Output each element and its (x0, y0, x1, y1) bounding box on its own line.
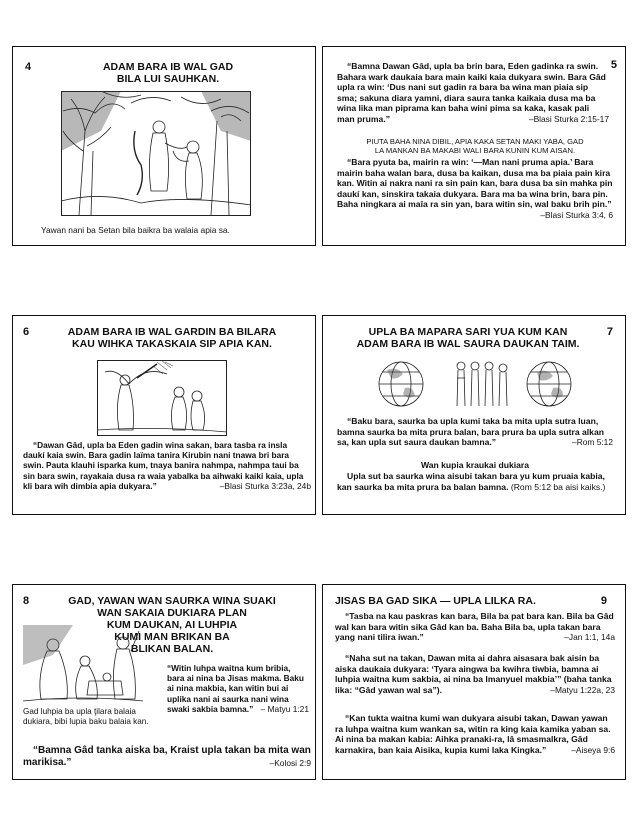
quote-text: “Witin luhpa waitna kum bribia, bara ai nina ba Jisas makma. Baku ai nina makbia, kan witin bui ai uplika nani ai saurka nani wina swaki sakbia bamna.” (167, 663, 304, 714)
note-line-1: PIUTA BAHA NINA DIBIL, APIA KAKA SETAN MAKI YABA, GAD (366, 137, 584, 146)
page-title (333, 326, 603, 350)
page-number: 7 (606, 326, 613, 338)
page-9 (322, 584, 626, 780)
quote-reference: –Matyu 1:22a, 23 (550, 684, 615, 695)
globes-and-people-illustration (377, 358, 573, 410)
title-line-2: WAN SAKAIA DUKIARA PLAN (97, 607, 247, 619)
illustration-caption: Gad luhpia ba upla ţilara balaia dukiara, bibi lupia baku balaia kan. (23, 707, 149, 726)
page-number: 9 (600, 595, 607, 607)
page-5 (322, 46, 626, 246)
page-number: 6 (23, 326, 30, 338)
quote-reference: –Rom 5:12 (572, 437, 613, 448)
page-8 (12, 584, 316, 780)
quote-text: “Tasba na kau paskras kan bara, Bila ba pat bara kan. Bila ba Gâd wal kan bara witin sika Gâd kan ba. Baha Bila ba, upla takan bara yang nani tilira iwan.” (335, 611, 614, 643)
quote-reference: –Aiseya 9:6 (571, 744, 615, 755)
quote-text: “Bamna Gâd tanka aiska ba, Kraist upla takan ba mita wan marikisa.” (23, 745, 311, 768)
quote-matthew-1 (335, 653, 615, 695)
quote-reference: –Blasi Sturka 3:4, 6 (540, 209, 613, 220)
quote-text: “Bara pyuta ba, mairin ra win: ‘—Man nani pruma apia.’ Bara mairin baha walan bara, dusa ba kaikan, dusa ma ba piaia pain kira kan. Witin ai nakra nani ra sin pain kan, bara dusa ba sin mahka pin daukí kan, sinskira takaia dukyara. Bara ma ba wina brin, bara pin. Baha ningkara ai maîa ra sin yan, bara witin sin, wal baku brih pin.” (337, 157, 613, 210)
page-title: JISAS BA GAD SIKA — UPLA LILKA RA. (335, 595, 536, 607)
title-line-1: ADAM BARA IB WAL GAD (102, 61, 234, 73)
illustration-caption: Yawan nani ba Setan bila baikra ba walaia apia sa. (41, 225, 230, 235)
quote-reference: –Blasi Sturka 3:23a, 24b (219, 480, 311, 491)
title-line-2: ADAM BARA IB WAL SAURA DAUKAN TAIM. (356, 338, 580, 350)
quote-reference: –Blasi Sturka 2:15-17 (528, 113, 609, 124)
quote-genesis-3 (337, 157, 613, 221)
page-6 (12, 315, 316, 515)
page-title (37, 326, 307, 350)
page-number: 8 (23, 595, 30, 607)
quote-reference: –Jan 1:1, 14a (564, 632, 615, 643)
subheading: Wan kupia kraukai dukiara (420, 460, 530, 470)
quote-text: “Naha sut na takan, Dawan mita ai dahra aisasara bak aisin ba aiska daukaia dukyara: ‘Tyara aingwa ba kwihra tiwbia, bamna ai luhpia waitna kum sakbia, ai nina ba Imanyuel makbia’” (baha tanka lika: “Gâd yawan wal sa”). (335, 653, 612, 695)
quote-reference: –Kolosi 2:9 (269, 758, 311, 768)
title-line-1: UPLA BA MAPARA SARI YUA KUM KAN (368, 326, 568, 338)
quote-reference: – Matyu 1:21 (260, 703, 309, 714)
quote-text: “Bamna Dawan Gâd, upla ba brin bara, Eden gadinka ra swin. Bahara wark daukaia bara main kaiki kaia dukyara swin. Bara Gâd upla ra win: ‘Dus nani sut gadin ra bara ba wina man piaia sip sma; sakuna diara yamni, diara saura tanka kaikaia dusa ma ba wina lika man piprama kan baha wini pima sa kaka, kasak pali man pruma.” (337, 61, 606, 124)
expulsion-from-garden-illustration (97, 360, 227, 436)
page-4 (12, 46, 316, 246)
title-line-4: KUMI MAN BRIKAN BA (114, 631, 230, 643)
quote-genesis-2 (337, 61, 609, 125)
birth-quote (167, 663, 309, 714)
page-title (43, 61, 293, 85)
page-number: 5 (610, 59, 617, 71)
quote-text: “Baku bara, saurka ba upla kumi taka ba mita upla sutra luan, bamna saurka ba mita prura balan, bara prura ba upla sutra alkan sa, kan upla sut saura daukan bamna.” (337, 416, 604, 448)
explanatory-note (333, 137, 617, 155)
quote-isaiah-9 (335, 713, 615, 755)
nativity-illustration (23, 625, 143, 705)
body-text: Upla sut ba saurka wina aisubi takan bara yu kum pruaia kabia, kan saurka ba mita prura ba balan bamna. (337, 471, 605, 492)
title-line-1: ADAM BARA IB WAL GARDIN BA BILARA (67, 326, 277, 338)
title-line-2: KAU WIHKA TAKASKAIA SIP APIA KAN. (72, 338, 272, 350)
title-line-1: GAD, YAWAN WAN SAURKA WINA SUAKI (68, 595, 276, 607)
title-line-2: BILA LUI SAUHKAN. (116, 73, 220, 85)
title-line-5: BLIKAN BALAN. (130, 643, 214, 655)
note-line-2: LA MANKAN BA MAKABI WALI BARA KUNIN KUM AISAN. (374, 146, 576, 155)
quote-colossians (23, 745, 311, 769)
body-reference: (Rom 5:12 ba aisi kaiks.) (510, 481, 606, 492)
page-7 (322, 315, 626, 515)
quote-romans-5-12 (337, 416, 613, 448)
quote-text: “Dawan Gâd, upla ba Eden gadin wina sakan, bara tasba ra insla daukí kaia swin. Bara gadin laïma tanira Kirubin nani tnawa bri bara swin. Pauta klauhi isparka kum, tnaya banira nahmpa, nahmpa taui ba sin bara swin, rayakaia dusa ra waia yabalka ba aihwaki kaiki kaia, upla kli bara wih dimbia apia dukyara.” (23, 440, 304, 491)
page-number: 4 (25, 61, 32, 73)
quote-text: “Kan tukta waitna kumi wan dukyara aisubi takan, Dawan yawan ra luhpa waitna kum wankan sa, witin ra king kaia kamika yaban sa. Ai nina ba makan kabia: Aihka pranaki-ra, lâ smasmalkra, Gâd karnakira, ban kaia Aisika, kupia kumi laka Kingka.” (335, 713, 611, 755)
body-paragraph (337, 471, 613, 492)
title-line-3: KUM DAUKAN, AI LUHPIA (106, 619, 238, 631)
quote-genesis-3-23 (23, 440, 311, 491)
garden-temptation-illustration (61, 91, 251, 216)
quote-john-1 (335, 611, 615, 643)
